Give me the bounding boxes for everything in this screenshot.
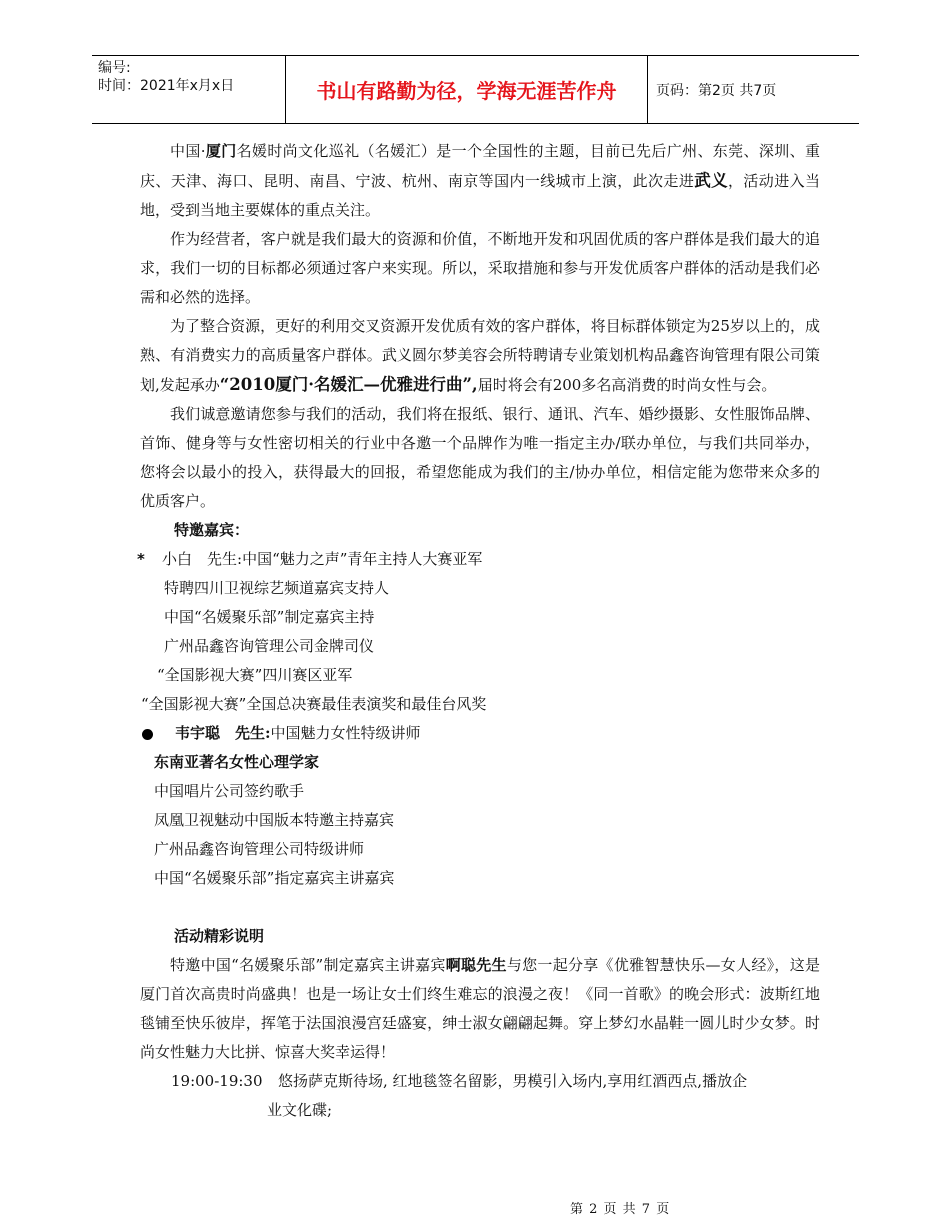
intro-part: 中国· (170, 142, 206, 160)
paragraph-resources (140, 312, 820, 400)
guest1-line: 中国“名媛聚乐部”制定嘉宾主持 (164, 608, 375, 626)
guest2-name: 韦宇聪 先生: (175, 724, 271, 742)
bullet-dot-icon (142, 729, 153, 740)
event-name-bold: “2010厦门·名媛汇—优雅进行曲”, (219, 375, 478, 394)
guest2-title: 中国魅力女性特级讲师 (270, 724, 421, 742)
code-label: 编号: (98, 60, 131, 76)
guests-title: 特邀嘉宾： (174, 521, 250, 539)
highlights-part: 特邀中国“名媛聚乐部”制定嘉宾主讲嘉宾 (170, 956, 446, 974)
guest2-bold-line: 东南亚著名女性心理学家 (154, 753, 320, 771)
intro-bold-xiamen: 厦门 (205, 142, 237, 160)
guest2-line: 中国“名媛聚乐部”指定嘉宾主讲嘉宾 (154, 869, 395, 887)
resources-part: 为了整合资源，更好的利用交叉资源开发优质有效的客户群体，将目标群体锁定为25岁以上的，成熟、有消费实力的高质量客户群体。武义圆尔梦美容会所特聘请专业策划机构品鑫咨询管理有限公司策划,发起承办 (140, 317, 820, 394)
schedule-continuation: 业文化碟; (267, 1101, 333, 1119)
paragraph-invitation: 我们诚意邀请您参与我们的活动，我们将在报纸、银行、通讯、汽车、婚纱摄影、女性服饰品牌、首饰、健身等与女性密切相关的行业中各邀一个品牌作为唯一指定主办/联办单位，与我们共同举办，您将会以最小的投入，获得最大的回报，希望您能成为我们的主/协办单位，相信定能为您带来众多的优质客户。 (140, 405, 820, 510)
highlights-part: 与您一起分享《优雅智慧快乐—女人经》，这是厦门首次高贵时尚盛典！也是一场让女士们终生难忘的浪漫之夜！《同一首歌》的晚会形式：波斯红地毯铺至快乐彼岸，挥笔于法国浪漫宫廷盛宴，绅士淑女翩翩起舞。穿上梦幻水晶鞋一圆儿时少女梦。时尚女性魅力大比拼、惊喜大奖幸运得！ (140, 956, 820, 1061)
paragraph-highlights (140, 951, 820, 1067)
guest1-header (137, 545, 820, 574)
resources-part: 届时将会有200多名高消费的时尚女性与会。 (477, 376, 777, 394)
asterisk-marker: * (137, 550, 145, 568)
header-meta (92, 56, 285, 123)
schedule-time: 19:00-19:30 (171, 1072, 263, 1090)
intro-part: ，活动进入当地，受到当地主要媒体的重点关注。 (140, 172, 820, 219)
guest2-line: 凤凰卫视魅动中国版本特邀主持嘉宾 (154, 811, 395, 829)
document-body (137, 137, 820, 1125)
guest1-line: 广州品鑫咨询管理公司金牌司仪 (164, 637, 375, 655)
paragraph-customers: 作为经营者，客户就是我们最大的资源和价值，不断地开发和巩固优质的客户群体是我们最大的追求，我们一切的目标都必须通过客户来实现。所以，采取措施和参与开发优质客户群体的活动是我们必需和必然的选择。 (140, 230, 820, 306)
guest1-name: 小白 先生: (162, 550, 243, 568)
intro-bold-wuyi: 武义 (694, 171, 729, 190)
guest1-line: “全国影视大赛”全国总决赛最佳表演奖和最佳台风奖 (141, 695, 487, 713)
intro-part: 名媛时尚文化巡礼（名媛汇）是一个全国性的主题，目前已先后广州、东莞、深圳、重庆、天津、海口、昆明、南昌、宁波、杭州、南京等国内一线城市上演，此次走进 (140, 142, 820, 190)
guest1-title: 中国“魅力之声”青年主持人大赛亚军 (242, 550, 483, 568)
guest2-header (140, 719, 820, 748)
paragraph-intro (140, 137, 820, 225)
header-motto: 书山有路勤为径，学海无涯苦作舟 (285, 56, 648, 123)
speaker-bold: 啊聪先生 (445, 956, 507, 974)
time-label: 时间：2021年x月x日 (98, 78, 235, 94)
guest2-line: 广州品鑫咨询管理公司特级讲师 (154, 840, 365, 858)
schedule-text: 悠扬萨克斯待场, 红地毯签名留影，男模引入场内,享用红酒西点,播放企 (278, 1072, 748, 1090)
guest1-line: “全国影视大赛”四川赛区亚军 (157, 666, 353, 684)
header-table (92, 55, 859, 124)
header-page-info: 页码：第2页 共7页 (656, 82, 777, 99)
page-footer: 第 2 页 共 7 页 (570, 1202, 671, 1217)
guest2-line: 中国唱片公司签约歌手 (154, 782, 305, 800)
schedule-row (140, 1067, 820, 1096)
spacer (140, 893, 820, 922)
highlights-title: 活动精彩说明 (174, 927, 265, 945)
guest1-line: 特聘四川卫视综艺频道嘉宾支持人 (164, 579, 390, 597)
